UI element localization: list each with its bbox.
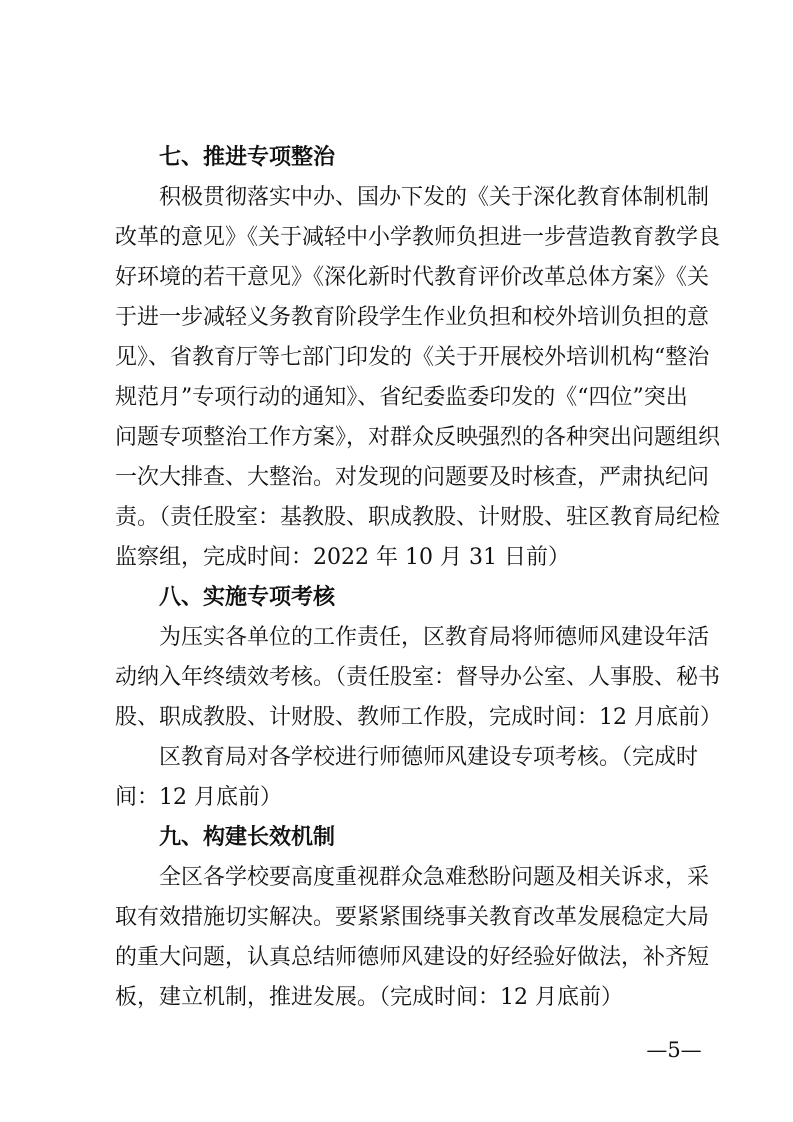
paragraph-line: 一次大排查、大整治。对发现的问题要及时核查，严肃执纪问 <box>115 465 710 490</box>
section-heading: 七、推进专项整治 <box>159 145 336 170</box>
paragraph-line: 全区各学校要高度重视群众急难愁盼问题及相关诉求，采 <box>159 865 710 890</box>
paragraph-line: 积极贯彻落实中办、国办下发的《关于深化教育体制机制 <box>159 185 710 210</box>
section-heading: 九、构建长效机制 <box>159 825 336 850</box>
paragraph-line: 见》、省教育厅等七部门印发的《关于开展校外培训机构“整治 <box>115 345 710 370</box>
section-heading: 八、实施专项考核 <box>159 585 336 610</box>
paragraph-line: 于进一步减轻义务教育阶段学生作业负担和校外培训负担的意 <box>115 305 710 330</box>
paragraph-line: 区教育局对各学校进行师德师风建设专项考核。（完成时 <box>159 745 699 770</box>
paragraph-line: 监察组，完成时间：2022 年 10 月 31 日前） <box>115 545 570 570</box>
page-number: —5— <box>646 1038 702 1062</box>
paragraph-line: 问题专项整治工作方案》，对群众反映强烈的各种突出问题组织 <box>115 425 721 450</box>
paragraph-line: 为压实各单位的工作责任，区教育局将师德师风建设年活 <box>159 625 710 650</box>
paragraph-line: 规范月”专项行动的通知》、省纪委监委印发的《“四位”突出 <box>115 385 688 410</box>
paragraph-line: 取有效措施切实解决。要紧紧围绕事关教育改革发展稳定大局 <box>115 905 710 930</box>
paragraph-line: 股、职成教股、计财股、教师工作股，完成时间：12 月底前） <box>115 705 722 730</box>
paragraph-line: 的重大问题，认真总结师德师风建设的好经验好做法，补齐短 <box>115 945 710 970</box>
paragraph-line: 改革的意见》《关于减轻中小学教师负担进一步营造教育教学良 <box>115 225 721 250</box>
paragraph-line: 好环境的若干意见》《深化新时代教育评价改革总体方案》《关 <box>115 265 710 290</box>
paragraph-line: 责。（责任股室：基教股、职成教股、计财股、驻区教育局纪检 <box>115 505 721 530</box>
paragraph-line: 板，建立机制，推进发展。（完成时间：12 月底前） <box>115 985 623 1010</box>
paragraph-line: 动纳入年终绩效考核。（责任股室：督导办公室、人事股、秘书 <box>115 665 721 690</box>
paragraph-line: 间：12 月底前） <box>115 785 282 810</box>
